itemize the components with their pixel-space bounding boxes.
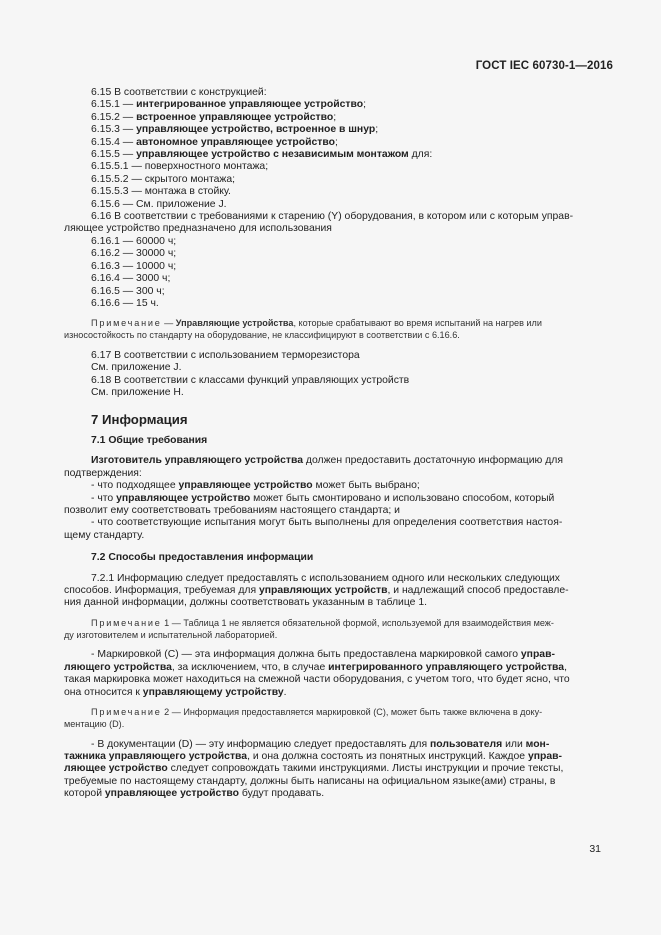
item-6-15-5-2: 6.15.5.2 — скрытого монтажа; — [91, 173, 236, 185]
item-6-15-3: 6.15.3 — управляющее устройство, встроенное в шнур; — [91, 124, 379, 136]
para-7-2-1-line1: 7.2.1 Информацию следует предоставлять с использованием одного или нескольких следующих — [91, 572, 560, 584]
bullet-3-line2: щему стандарту. — [64, 529, 145, 541]
marking-c-line2: ляющего устройства, за исключением, что, в случае интегрированного управляющего устройства, — [64, 661, 567, 673]
para-7-2-1-line2: способов. Информация, требуемая для управляющих устройств, и надлежащий способ предоставле- — [64, 585, 569, 596]
item-6-15-5: 6.15.5 — управляющее устройство с независимым монтажом для: — [91, 149, 433, 161]
para-6-16-line1: 6.16 В соответствии с требованиями к старению (Y) оборудования, в котором или с которым управ- — [91, 211, 574, 223]
item-6-15-1: 6.15.1 — интегрированное управляющее устройство; — [91, 99, 366, 111]
page-content — [64, 87, 599, 801]
para-6-18-ref: См. приложение H. — [91, 387, 184, 399]
item-6-16-3: 6.16.3 — 10000 ч; — [91, 260, 177, 272]
para-6-18: 6.18 В соответствии с классами функций управляющих устройств — [91, 374, 410, 386]
marking-c-line4: она относится к управляющему устройству. — [64, 686, 287, 698]
note-6-16: Примечание — Управляющие устройства, которые срабатывают во время испытаний на нагрев или износостойкость по стандарту на оборудование, не классифицируют в соответствии с 6.16.6. — [64, 318, 542, 341]
documentation-d-line1: - В документации (D) — эту информацию следует предоставлять для пользователя или мон- — [91, 738, 550, 750]
bullet-3: - что соответствующие испытания могут быть выполнены для определения соответствия настоя- — [91, 517, 563, 529]
para-7-1-line2: подтверждения: — [64, 467, 142, 479]
documentation-d-line5: которой управляющее устройство будут продавать. — [64, 788, 325, 800]
bullet-2: - что управляющее устройство может быть смонтировано и использовано способом, который — [91, 492, 555, 504]
item-6-16-1: 6.16.1 — 60000 ч; — [91, 235, 177, 247]
section-7-title: 7 Информация — [91, 411, 188, 427]
documentation-d-line2: тажника управляющего устройства, и она должна состоять из понятных инструкций. Каждое управ- — [64, 751, 562, 763]
item-6-16-2: 6.16.2 — 30000 ч; — [91, 248, 177, 260]
page-number: 31 — [589, 843, 601, 855]
para-6-16-line2: ляющее устройство предназначено для использования — [64, 223, 332, 235]
para-7-2-1-line3: ния данной информации, должны соответствовать указанным в таблице 1. — [64, 597, 427, 609]
bullet-1: - что подходящее управляющее устройство может быть выбрано; — [91, 480, 420, 492]
standard-header: ГОСТ IEC 60730-1—2016 — [475, 60, 613, 72]
bullet-2-line2: позволит ему соответствовать требованиям настоящего стандарта; и — [64, 504, 400, 516]
item-6-16-6: 6.16.6 — 15 ч. — [91, 297, 159, 309]
note-1: Примечание 1 — Таблица 1 не является обязательной формой, используемой для взаимодействия меж- ду изготовителем и испытательной лабораторией. — [64, 617, 554, 640]
item-6-15-5-1: 6.15.5.1 — поверхностного монтажа; — [91, 161, 269, 173]
section-7-1-title: 7.1 Общие требования — [91, 434, 208, 446]
item-6-15-5-3: 6.15.5.3 — монтажа в стойку. — [91, 186, 231, 198]
item-6-15-4: 6.15.4 — автономное управляющее устройство; — [91, 136, 338, 148]
item-6-16-5: 6.16.5 — 300 ч; — [91, 285, 165, 297]
item-6-15-2: 6.15.2 — встроенное управляющее устройство; — [91, 111, 337, 123]
item-6-15-6: 6.15.6 — См. приложение J. — [91, 198, 227, 210]
section-7-2-title: 7.2 Способы предоставления информации — [91, 552, 314, 564]
documentation-d-line3: ляющее устройство следует сопровождать такими инструкциями. Листы инструкции и прочие тексты, — [64, 763, 564, 775]
marking-c-line1: - Маркировкой (C) — эта информация должна быть предоставлена маркировкой самого управ- — [91, 649, 555, 661]
documentation-d-line4: требуемые по настоящему стандарту, должны быть написаны на официальном языке(ами) страны, в — [64, 775, 556, 787]
para-7-1-line1: Изготовитель управляющего устройства должен предоставить достаточную информацию для — [91, 455, 563, 467]
note-2: Примечание 2 — Информация предоставляется маркировкой (C), может быть также включена в доку- ментацию (D). — [64, 707, 543, 729]
para-6-17: 6.17 В соответствии с использованием терморезистора — [91, 349, 360, 361]
para-6-15-intro: 6.15 В соответствии с конструкцией: — [91, 87, 267, 98]
para-6-17-ref: См. приложение J. — [91, 362, 182, 374]
marking-c-line3: такая маркировка может находиться на смежной части оборудования, с учетом того, что будет ясно, что — [64, 674, 570, 686]
item-6-16-4: 6.16.4 — 3000 ч; — [91, 273, 171, 285]
